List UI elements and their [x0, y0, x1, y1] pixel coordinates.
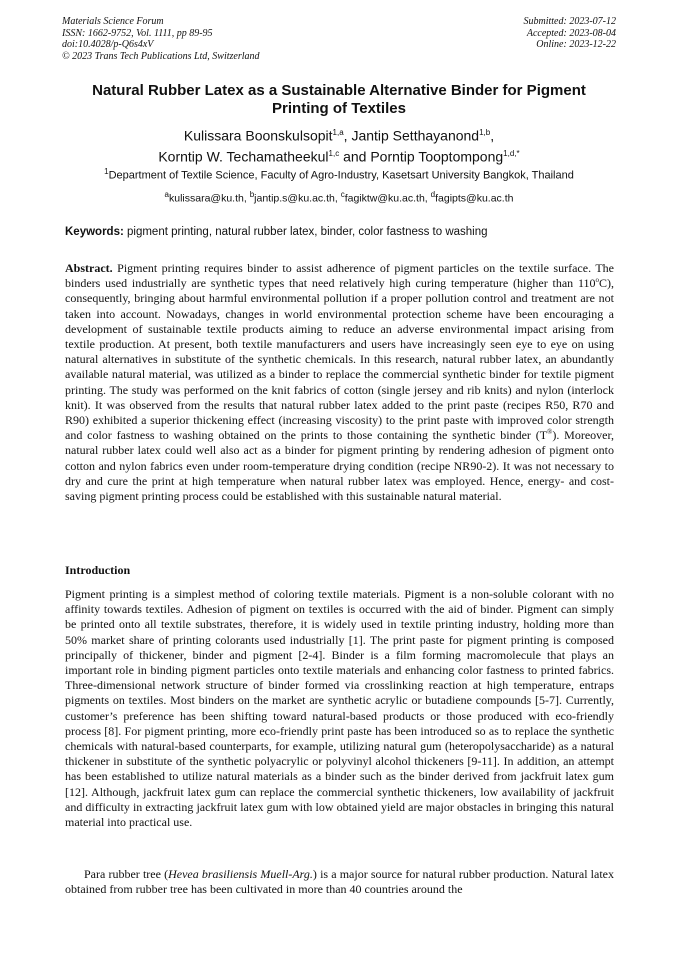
- email-link[interactable]: fagiktw@ku.ac.th: [344, 192, 425, 205]
- issn-line: ISSN: 1662-9752, Vol. 1111, pp 89-95: [62, 27, 213, 39]
- abstract: Abstract. Pigment printing requires binder to assist adherence of pigment particles on the textile surface. The binders used industrially are synthetic types that need relatively high curing temperature (higher than 110$^o$C), consequently, bringing about harmful environmental pollution if a proper pollution control and treatment are not taken into account. Nowadays, changes in world environmental protection scheme have been encouraging a development of sustainable textile products aiming to reduce an adverse environmental impact arising from textile production. At present, both textile manufacturers and users have increasingly seen eye to eye on using natural alternatives in substitute of the synthetic chemicals. In this research, natural rubber latex, an abundantly available natural material, was utilized as a binder to replace the commercial synthetic binder for textile pigment printing. The study was performed on the knit fabrics of cotton (single jersey and rib knits) and nylon (interlock knit). It was observed from the results that natural rubber latex added to the print paste (recipes R50, R70 and R90) exhibited a superior thickening effect (increasing viscosity) to the print paste with improved color strength and color fastness to washing obtained on the prints to those containing the synthetic binder (T®). Moreover, natural rubber latex could well also act as a binder for pigment printing by rendering adhesion of pigment onto cotton and nylon fabrics even under room-temperature drying condition (recipe NR90-2). It was not necessary to dry and cure the print at high temperature when natural rubber latex was employed. Hence, energy- and cost-saving pigment printing process could be established with this sustainable natural material.: [65, 261, 614, 504]
- author-affil-mark: 1,c: [328, 148, 340, 158]
- introduction-paragraph: Para rubber tree (Hevea brasiliensis Muell-Arg.) is a major source for natural rubber production. Natural latex obtained from rubber tree has been cultivated in more than 40 countries around the: [65, 867, 614, 897]
- author-list: Kulissara Boonskulsopit$^{1,a}$, Jantip Setthayanond$^{1,b}$, Korntip W. Techamatheekul$^{1,c}$ and Porntip Tooptompong$^{1,d,*}$: [158, 127, 520, 165]
- author-emails: $^a$kulissara@ku.th, $^b$jantip.s@ku.ac.th, $^c$fagiktw@ku.ac.th, $^d$fagipts@ku.ac.th: [164, 190, 514, 205]
- species-name: Hevea brasiliensis Muell-Arg.: [168, 867, 313, 881]
- section-heading-introduction: Introduction: [65, 563, 131, 577]
- doi-line: doi:10.4028/p-Q6s4xV: [62, 39, 154, 50]
- author-name: Kulissara Boonskulsopit: [183, 127, 333, 144]
- affiliation: $^1$Department of Textile Science, Faculty of Agro-Industry, Kasetsart University Bangkok, Thailand: [104, 167, 574, 182]
- online-date: Online: 2023-12-22: [536, 39, 616, 50]
- email-link[interactable]: fagipts@ku.ac.th: [435, 192, 514, 205]
- keywords-label: Keywords:: [65, 226, 124, 238]
- paper-title: Natural Rubber Latex as a Sustainable Alternative Binder for Pigment Printing of Textiles: [92, 82, 586, 117]
- author-affil-mark: 1,b: [479, 128, 491, 137]
- copyright-line: © 2023 Trans Tech Publications Ltd, Switzerland: [62, 50, 260, 62]
- journal-name: Materials Science Forum: [62, 16, 164, 27]
- author-name: Jantip Setthayanond: [351, 127, 480, 144]
- introduction-paragraph: Pigment printing is a simplest method of coloring textile materials. Pigment is a non-soluble colorant with no affinity towards textiles. Adhesion of pigment on textiles is occurred with the aid of binder. Pigment can simply be printed onto all textile substrates, therefore, it is widely used in textile printing industry, holding more than 50% market share of printing colorants used industrially [1]. The print paste for pigment printing is composed principally of thickener, binder and pigment [2-4]. Binder is a film forming macromolecule that plays an important role in binding pigment particles onto textile materials and enhancing color fastness to printed fabrics. Three-dimensional network structure of binder formed via crosslinking reaction at high temperature, entraps pigments on textiles. Most binders on the market are synthetic acrylic or butadiene compounds [5-7]. Currently, customer’s preference has been shifting toward natural-based products or those produced with eco-friendly process [8]. For pigment printing, more eco-friendly print paste has been introduced so as to replace the synthetic chemicals with natural-based counterparts, for example, utilizing natural gum (heteropolysaccharide) as a natural thickener in substitute of the synthetic polyacrylic or polyvinyl alcohol thickeners [9-11]. In addition, an attempt has been established to utilize natural materials as a binder such as the binder derived from jackfruit latex gum [12]. Although, jackfruit latex gum can replace the commercial synthetic thickeners, low availability of jackfruit and difficulty in extracting jackfruit latex gum with low obtained yield are major obstacles in bringing this natural material into practical use.: [65, 587, 614, 830]
- author-name: Korntip W. Techamatheekul: [158, 148, 329, 165]
- journal-info: [62, 16, 260, 62]
- accepted-date: Accepted: 2023-08-04: [526, 27, 616, 39]
- keywords: [65, 226, 615, 238]
- publication-dates: [524, 16, 617, 51]
- author-name: Porntip Tooptompong: [370, 148, 504, 165]
- author-affil-mark: 1,d,*: [503, 148, 520, 158]
- keywords-text: pigment printing, natural rubber latex, binder, color fastness to washing: [123, 226, 488, 238]
- email-link[interactable]: kulissara@ku.th: [168, 192, 244, 205]
- abstract-label: Abstract.: [65, 261, 113, 275]
- email-link[interactable]: jantip.s@ku.ac.th: [254, 192, 335, 205]
- author-affil-mark: 1,a: [332, 128, 344, 137]
- submitted-date: Submitted: 2023-07-12: [523, 16, 616, 27]
